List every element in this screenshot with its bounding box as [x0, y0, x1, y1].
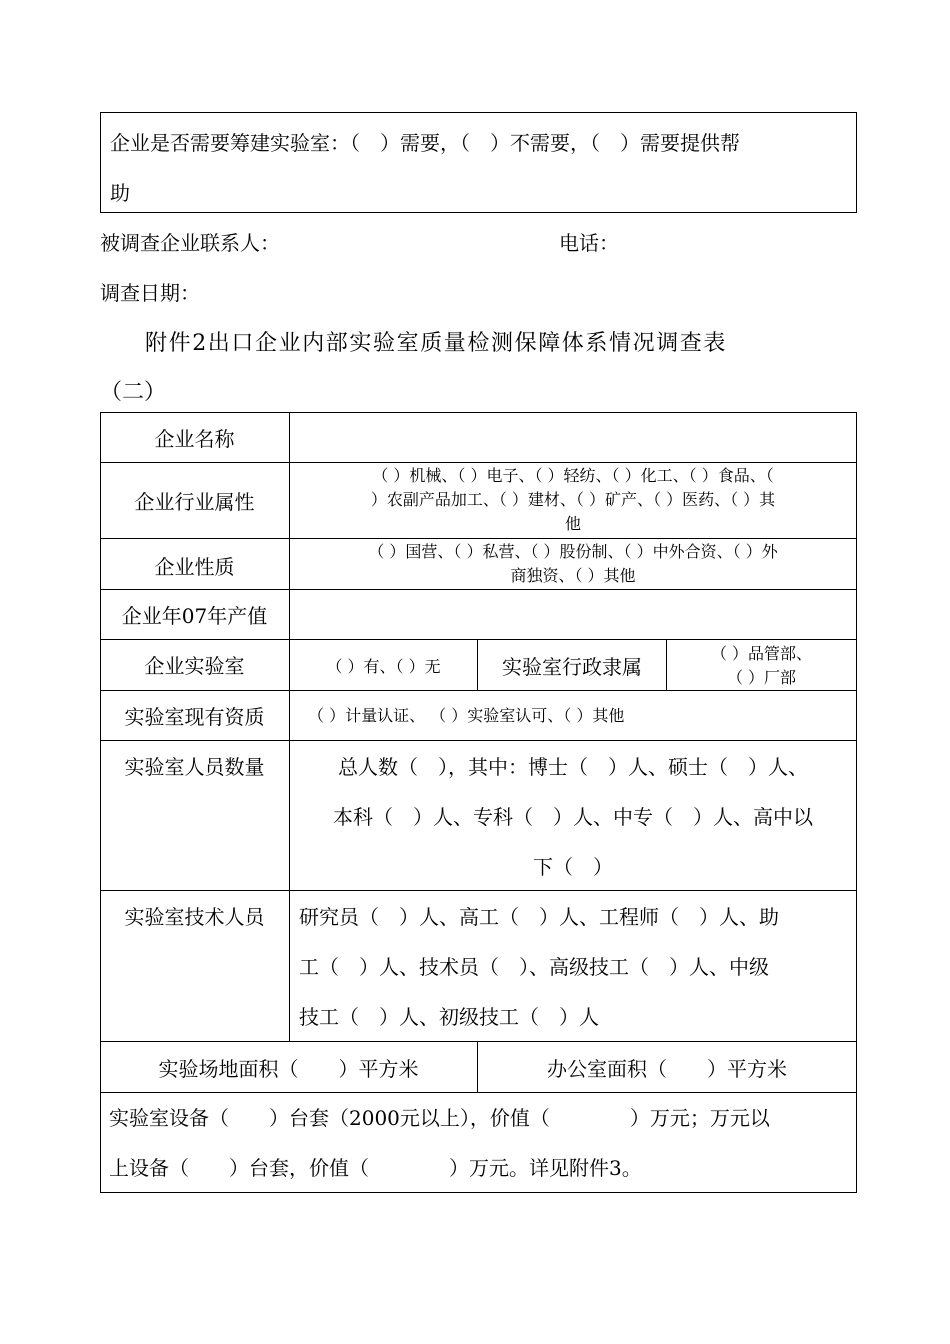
survey-date-label: 调查日期：: [100, 281, 200, 305]
tech-staff-field[interactable]: [290, 892, 856, 1041]
staff-count-line1: 总人数（ ），其中：博士（ ）人、硕士（ ）人、: [338, 755, 808, 779]
industry-options[interactable]: [290, 464, 856, 538]
lab-existence-options[interactable]: （ ）有、（ ）无: [326, 656, 441, 676]
tech-staff-line1: 研究员（ ）人、高工（ ）人、工程师（ ）人、助: [299, 905, 779, 929]
lab-plan-question-cont: 助: [110, 181, 130, 205]
contact-person-label: 被调查企业联系人：: [100, 231, 280, 255]
annual-output-field[interactable]: [290, 590, 856, 639]
lab-plan-box: [100, 112, 857, 213]
tech-staff-line2: 工（ ）人、技术员（ ）、高级技工（ ）人、中级: [299, 955, 769, 979]
industry-options-line3: 他: [564, 514, 581, 533]
equipment-field[interactable]: [101, 1093, 856, 1193]
equipment-line1: 实验室设备（ ）台套（2000元以上），价值（ ）万元；万元以: [109, 1106, 770, 1130]
tech-staff-line3: 技工（ ）人、初级技工（ ）人: [299, 1005, 599, 1029]
nature-options-line1: （ ）国营、（ ）私营、（ ）股份制、（ ）中外合资、（ ）外: [368, 542, 778, 561]
office-area-field[interactable]: 办公室面积（ ）平方米: [547, 1056, 787, 1081]
qualification-options[interactable]: （ ）计量认证、 （ ）实验室认可、（ ）其他: [308, 706, 625, 725]
staff-count-field[interactable]: [290, 742, 856, 890]
company-name-label: 企业名称: [154, 426, 235, 451]
nature-label: 企业性质: [154, 555, 235, 579]
lab-label: 企业实验室: [144, 654, 245, 678]
page-subtitle: （二）: [100, 380, 167, 405]
lab-admin-option-2: （ ）厂部: [726, 668, 797, 687]
lab-admin-option-1: （ ）品管部、: [710, 644, 813, 663]
staff-label: 实验室人员数量: [124, 755, 265, 779]
staff-count-line3: 下（ ）: [533, 855, 613, 879]
site-area-field[interactable]: 实验场地面积（ ）平方米: [158, 1056, 419, 1081]
lab-admin-label: 实验室行政隶属: [502, 654, 642, 679]
industry-label: 企业行业属性: [134, 489, 255, 514]
nature-options[interactable]: [290, 540, 856, 589]
company-name-field[interactable]: [290, 413, 856, 462]
lab-plan-question: 企业是否需要筹建实验室：（ ）需要，（ ）不需要，（ ）需要提供帮: [110, 131, 740, 155]
page-title: 附件2出口企业内部实验室质量检测保障体系情况调查表: [145, 331, 727, 356]
industry-options-line1: （ ）机械、（ ）电子、（ ）轻纺、（ ）化工、（ ）食品、（: [372, 466, 774, 485]
annual-output-label: 企业年07年产值: [121, 603, 268, 628]
phone-label: 电话：: [559, 231, 619, 255]
tech-staff-label: 实验室技术人员: [124, 905, 265, 929]
lab-admin-options[interactable]: [667, 642, 856, 690]
row-divider: [100, 740, 857, 741]
industry-options-line2: ）农副产品加工、（ ）建材、（ ）矿产、（ ）医药、（ ）其: [370, 490, 776, 509]
staff-count-line2: 本科（ ）人、专科（ ）人、中专（ ）人、高中以: [333, 805, 813, 829]
nature-options-line2: 商独资、（ ）其他: [510, 566, 636, 585]
equipment-line2: 上设备（ ）台套，价值（ ）万元。详见附件3。: [109, 1156, 642, 1180]
qualification-label: 实验室现有资质: [124, 704, 265, 729]
